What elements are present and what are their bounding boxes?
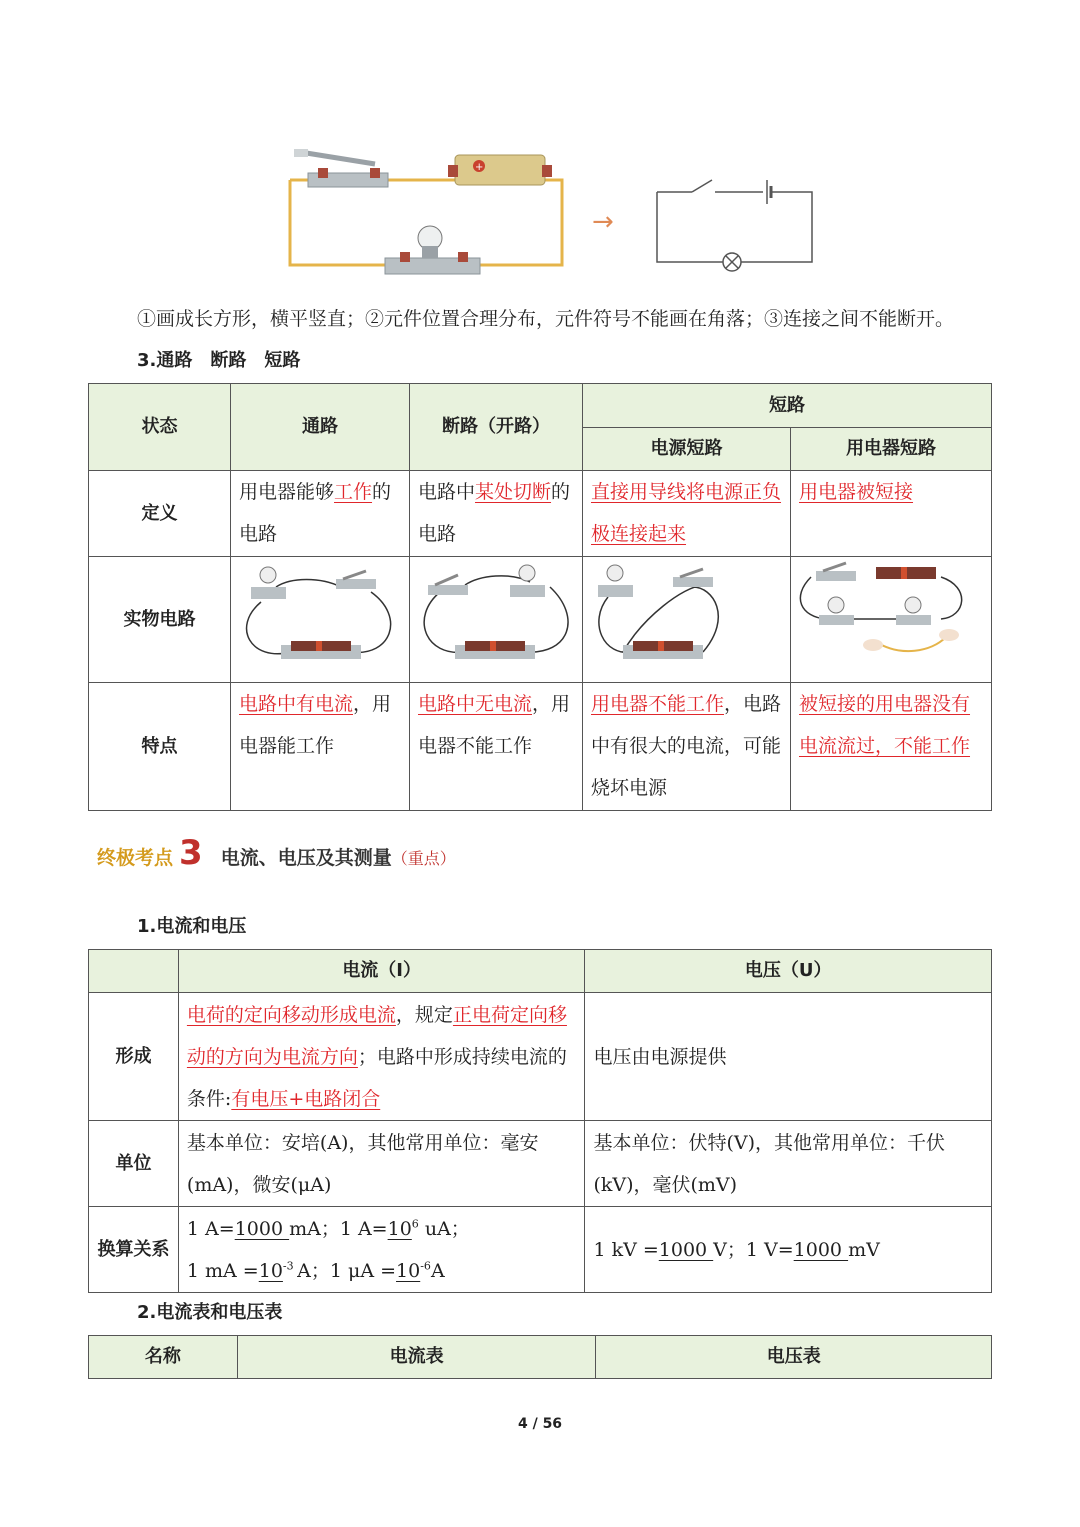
feat-device-short: 被短接的用电器没有电流流过，不能工作	[791, 683, 992, 811]
header-current: 电流（I）	[178, 950, 585, 993]
feat-source-short: 用电器不能工作，电路中有很大的电流，可能烧坏电源	[583, 683, 791, 811]
form-voltage: 电压由电源提供	[585, 993, 992, 1121]
row-label-conversion: 换算关系	[89, 1207, 179, 1293]
header-name: 名称	[89, 1336, 238, 1379]
kaodian-prefix: 终极考点	[97, 847, 174, 869]
row-label-definition: 定义	[89, 471, 231, 557]
def-device-short: 用电器被短接	[791, 471, 992, 557]
section-title-current-voltage: 1.电流和电压	[137, 916, 247, 937]
feat-open: 电路中有电流，用电器能工作	[231, 683, 410, 811]
kaodian-heading	[97, 833, 456, 883]
kaodian-tag: （重点）	[391, 849, 456, 868]
physical-broken-circuit-image	[410, 557, 583, 683]
feat-broken: 电路中无电流，用电器不能工作	[410, 683, 583, 811]
row-label-formation: 形成	[89, 993, 179, 1121]
header-voltage: 电压（U）	[585, 950, 992, 993]
battery-icon	[448, 155, 552, 185]
section-title-meters: 2.电流表和电压表	[137, 1302, 283, 1323]
header-device-short: 用电器短路	[791, 428, 992, 471]
current-voltage-table	[88, 949, 992, 1293]
kaodian-number: 3	[179, 833, 203, 873]
circuit-illustration	[280, 140, 840, 290]
drawing-rules-text: ①画成长方形，横平竖直；②元件位置合理分布，元件符号不能画在角落；③连接之间不能断开。	[137, 308, 955, 330]
header-voltmeter: 电压表	[596, 1336, 992, 1379]
schematic-diagram	[657, 180, 812, 271]
conv-voltage: 1 kV =1000 V；1 V=1000 mV	[585, 1207, 992, 1293]
switch-icon	[294, 149, 388, 187]
arrow-icon: →	[592, 207, 614, 237]
section-title-circuit-states: 3.通路 断路 短路	[137, 350, 301, 371]
physical-device-short-image	[791, 557, 992, 683]
svg-text:+: +	[475, 162, 484, 173]
unit-current: 基本单位：安培(A)，其他常用单位：毫安(mA)，微安(μA)	[178, 1121, 585, 1207]
kaodian-title: 电流、电压及其测量	[220, 847, 392, 869]
header-source-short: 电源短路	[583, 428, 791, 471]
physical-open-circuit-image	[231, 557, 410, 683]
header-ammeter: 电流表	[237, 1336, 596, 1379]
row-label-unit: 单位	[89, 1121, 179, 1207]
form-current: 电荷的定向移动形成电流，规定正电荷定向移动的方向为电流方向；电路中形成持续电流的条件:有电压+电路闭合	[178, 993, 585, 1121]
header-short-circuit: 短路	[583, 384, 992, 428]
def-open: 用电器能够工作的电路	[231, 471, 410, 557]
meters-table	[88, 1335, 992, 1379]
conv-current: 1 A=1000 mA；1 $A=10^6$ uA； 1 mA $=10^{-3}$ A；1 $\mu A =10^{-6}A$	[178, 1207, 585, 1293]
circuit-states-table	[88, 383, 992, 811]
header-broken-circuit: 断路（开路）	[410, 384, 583, 471]
def-source-short: 直接用导线将电源正负极连接起来	[583, 471, 791, 557]
bulb-icon	[385, 226, 480, 274]
header-state: 状态	[89, 384, 231, 471]
row-label-physical: 实物电路	[89, 557, 231, 683]
page-number: 4 / 56	[517, 1416, 563, 1432]
physical-source-short-image	[583, 557, 791, 683]
row-label-feature: 特点	[89, 683, 231, 811]
header-open-circuit: 通路	[231, 384, 410, 471]
def-broken: 电路中某处切断的电路	[410, 471, 583, 557]
unit-voltage: 基本单位：伏特(V)，其他常用单位：千伏(kV)，毫伏(mV)	[585, 1121, 992, 1207]
